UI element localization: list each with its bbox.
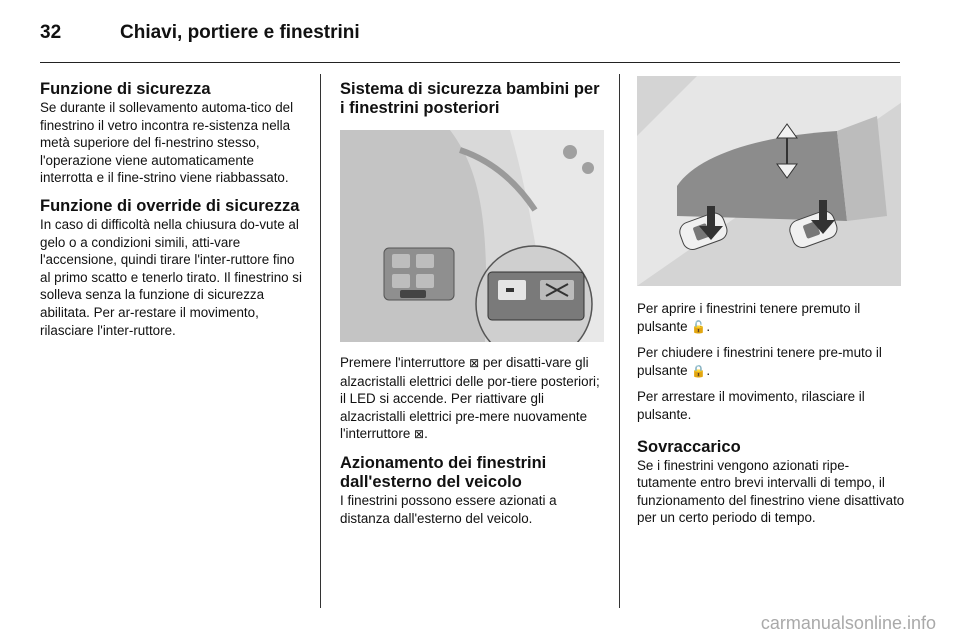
section-title-overload: Sovraccarico <box>637 437 741 456</box>
child-lock-body: Premere l'interruttore ⊠ per disatti-vare gli alzacristalli elettrici delle por-tiere posteriori; il LED si accende. Per riattivare gli alzacristalli elettrici pre-mere nuovamente l'interruttore ⊠. <box>340 355 600 442</box>
section-title-remote-operation: Azionamento dei finestrini dall'esterno del veicolo <box>340 453 547 491</box>
column-divider-2 <box>619 74 620 608</box>
chapter-title: Chiavi, portiere e finestrini <box>120 22 360 43</box>
child-lock-switch-icon: ⊠ <box>414 427 425 442</box>
child-lock-switch-icon: ⊠ <box>469 356 480 370</box>
stop-movement-text: Per arrestare il movimento, rilasciare il pulsante. <box>637 389 865 422</box>
remote-key-illustration <box>637 76 901 286</box>
close-windows-text: Per chiudere i finestrini tenere pre-muto il pulsante 🔒. <box>637 345 882 378</box>
header-rule <box>40 62 900 63</box>
window-switch-illustration <box>340 130 604 342</box>
column-divider-1 <box>320 74 321 608</box>
section-title-override: Funzione di override di sicurezza <box>40 196 300 215</box>
unlock-button-icon: 🔓 <box>691 319 707 334</box>
section-body-overload: Se i finestrini vengono azionati ripe-tutamente entro brevi intervalli di tempo, il funzionamento del finestrino viene disattivato per un certo periodo di tempo. <box>637 457 905 526</box>
section-body-remote-operation: I finestrini possono essere azionati a distanza dall'esterno del veicolo. <box>340 492 557 526</box>
lock-button-icon: 🔒 <box>691 363 707 378</box>
page-number: 32 <box>40 22 62 43</box>
open-windows-text: Per aprire i finestrini tenere premuto il pulsante 🔓. <box>637 301 861 334</box>
watermark: carmanualsonline.info <box>760 613 936 633</box>
column-right <box>637 76 905 527</box>
section-title-child-lock: Sistema di sicurezza bambini per i finestrini posteriori <box>340 80 600 117</box>
door-switch-panel-icon <box>340 130 604 342</box>
column-left <box>40 80 304 339</box>
car-window-key-icon <box>637 76 901 286</box>
section-body-safety: Se durante il sollevamento automa-tico del finestrino il vetro incontra re-sistenza nella metà superiore del fi-nestrino stesso, l'operazione viene automaticamente interrotta e il fine-strino viene riabbassato. <box>40 100 294 186</box>
column-middle <box>340 80 604 527</box>
section-title-safety: Funzione di sicurezza <box>40 80 211 98</box>
section-body-override: In caso di difficoltà nella chiusura do-vute al gelo o a condizioni simili, atti-vare l'accensione, quindi tirare l'inter-ruttore fino al primo scatto e tenerlo tirato. Il finestrino si solleva senza la funzione di sicurezza abilitata. Per ar-restare il movimento, rilasciare l'inter-ruttore. <box>40 216 302 338</box>
page-header <box>40 18 900 58</box>
